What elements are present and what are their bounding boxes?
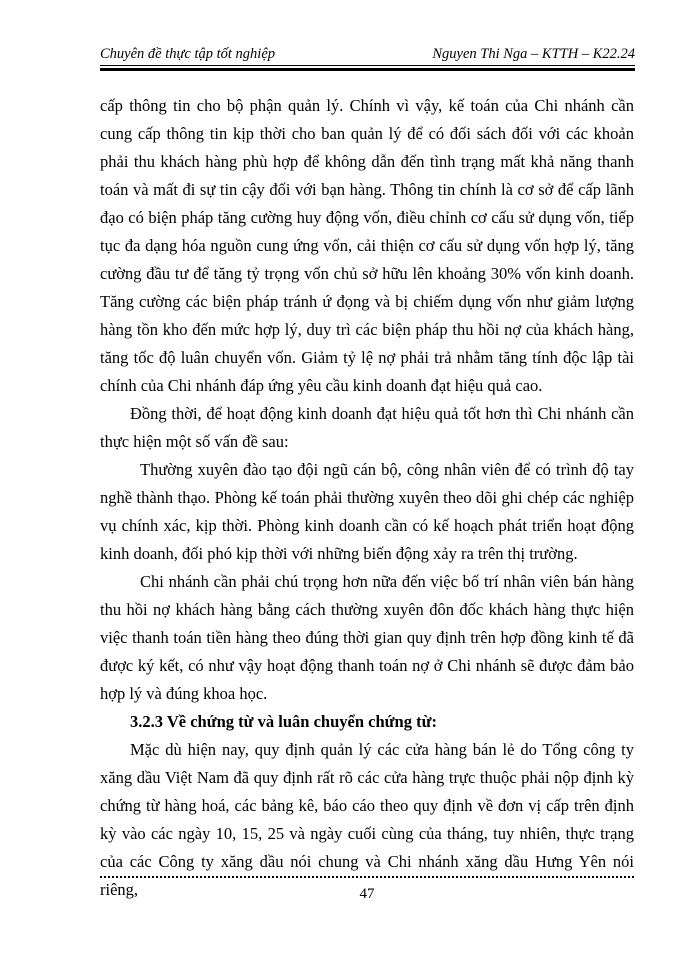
body-paragraph-4: Chi nhánh cần phải chú trọng hơn nữa đến việc bố trí nhân viên bán hàng thu hồi nợ khách hàng bằng cách thường xuyên đôn đốc khách hàng thực hiện việc thanh toán tiền hàng theo đúng thời gian quy định trên hợp đồng kinh tế đã được ký kết, có như vậy hoạt động thanh toán nợ ở Chi nhánh sẽ được đảm bảo hợp lý và đúng khoa học. (100, 572, 634, 703)
body-paragraph-3: Thường xuyên đào tạo đội ngũ cán bộ, công nhân viên để có trình độ tay nghề thành thạo. Phòng kế toán phải thường xuyên theo dõi ghi chép các nghiệp vụ chính xác, kịp thời. Phòng kinh doanh cần có kế hoạch phát triển hoạt động kinh doanh, đối phó kịp thời với những biến động xảy ra trên thị trường. (100, 460, 634, 563)
page-header (100, 41, 635, 63)
page-body (100, 92, 634, 904)
body-paragraph-2: Đồng thời, để hoạt động kinh doanh đạt hiệu quả tốt hơn thì Chi nhánh cần thực hiện một số vấn đề sau: (100, 404, 634, 451)
header-document-title: Chuyên đề thực tập tốt nghiệp (100, 46, 276, 62)
body-paragraph-5: Mặc dù hiện nay, quy định quản lý các cửa hàng bán lẻ do Tổng công ty xăng dầu Việt Nam đã quy định rất rõ các cửa hàng trực thuộc phải nộp định kỳ chứng từ hàng hoá, các bảng kê, báo cáo theo quy định về đơn vị cấp trên định kỳ vào các ngày 10, 15, 25 và ngày cuối cùng của tháng, tuy nhiên, thực trạng của các Công ty xăng dầu nói chung và Chi nhánh xăng dầu Hưng Yên nói riêng, (100, 740, 634, 899)
page-number: 47 (359, 886, 375, 902)
body-paragraph-1: cấp thông tin cho bộ phận quản lý. Chính vì vậy, kế toán của Chi nhánh cần cung cấp thông tin kịp thời cho ban quản lý để có đối sách đối với các khoản phải thu khách hàng phù hợp để không dẫn đến tình trạng mất khả năng thanh toán và mất đi sự tin cậy đối với bạn hàng. Thông tin chính là cơ sở để cấp lãnh đạo có biện pháp tăng cường huy động vốn, điều chỉnh cơ cấu sử dụng vốn, tiếp tục đa dạng hóa nguồn cung ứng vốn, cải thiện cơ cấu sử dụng vốn hợp lý, tăng cường đầu tư để tăng tỷ trọng vốn chủ sở hữu lên khoảng 30% vốn kinh doanh. Tăng cường các biện pháp tránh ứ đọng và bị chiếm dụng vốn như giảm lượng hàng tồn kho đến mức hợp lý, duy trì các biện pháp thu hồi nợ của khách hàng, tăng tốc độ luân chuyển vốn. Giảm tỷ lệ nợ phải trả nhằm tăng tính độc lập tài chính của Chi nhánh đáp ứng yêu cầu kinh doanh đạt hiệu quả cao. (100, 96, 634, 395)
header-rule-thin (100, 65, 635, 66)
header-rule-thick (100, 68, 635, 71)
section-heading: 3.2.3 Về chứng từ và luân chuyển chứng từ: (130, 712, 437, 731)
footer-dotted-rule (100, 876, 634, 878)
header-author-info: Nguyen Thi Nga – KTTH – K22.24 (432, 46, 635, 62)
